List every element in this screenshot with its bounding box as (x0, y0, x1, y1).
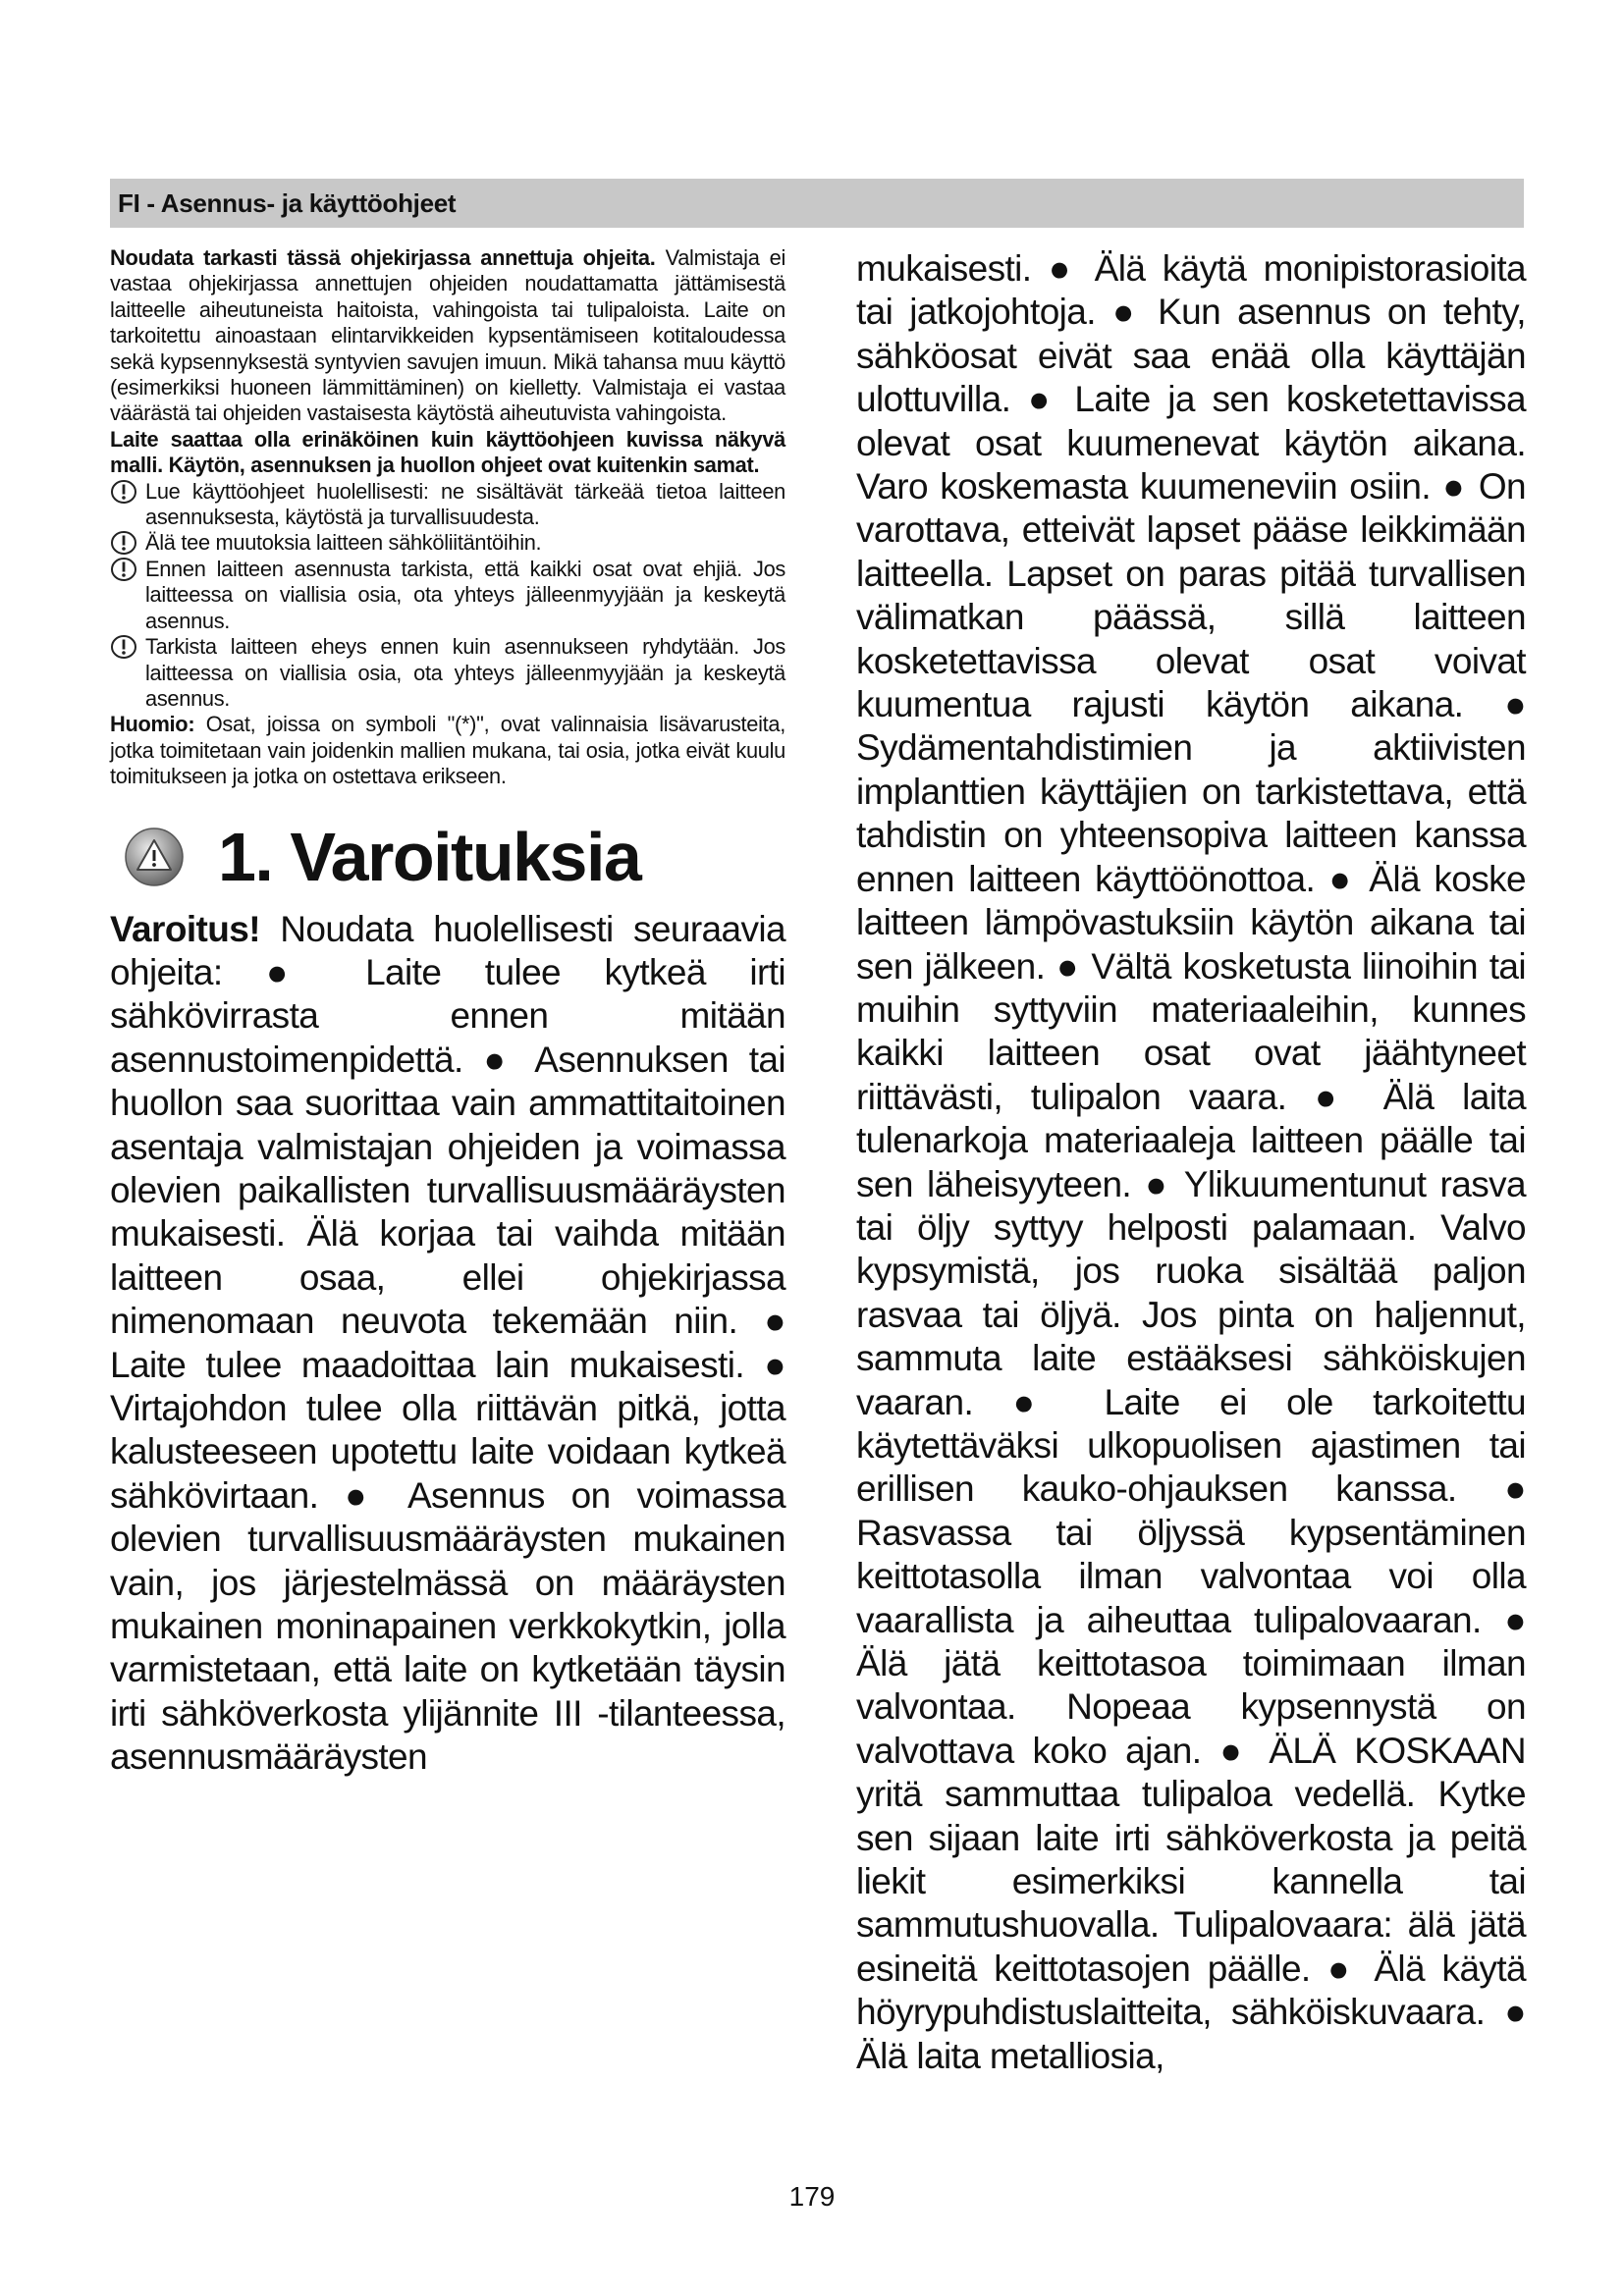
warnings-left-body: Noudata huolellisesti seuraavia ohjeita: ● Laite tulee kytkeä irti sähkövirrasta ennen mitään asennustoimenpidettä. ● Asennuksen tai huollon saa suorittaa vain ammattitaitoinen asentaja valmistajan ohjeiden ja voimassa olevien paikallisten turvallisuusmääräysten mukaisesti. Älä korjaa tai vaihda mitään laitteen osaa, ellei ohjekirjassa nimenomaan neuvota tekemään niin. ● Laite tulee maadoittaa lain mukaisesti. ● Virtajohdon tulee olla riittävän pitkä, jotta kalusteeseen upotettu laite voidaan kytkeä sähkövirtaan. ● Asennus on voimassa olevien turvallisuusmääräysten mukainen vain, jos järjestelmässä on määräysten mukainen moninapainen verkkokytkin, jolla varmistetaan, että laite on kytketään täysin irti sähköverkosta ylijännite III -tilanteessa, asennusmääräysten (110, 908, 785, 1778)
caution-note-text: Tarkista laitteen eheys ennen kuin asennukseen ryhdytään. Jos laitteessa on viallisia osia, ota yhteys jälleenmyyjään ja keskeytä asennus. (145, 634, 785, 711)
intro-bold-lead: Noudata tarkasti tässä ohjekirjassa annettuja ohjeita. (110, 245, 656, 270)
warnings-lead: Varoitus! (110, 908, 260, 949)
right-column (856, 247, 1526, 2078)
warning-triangle-icon (124, 827, 185, 887)
caution-icon (110, 530, 145, 556)
warnings-left-text (110, 908, 785, 1780)
huomio-paragraph (110, 712, 785, 789)
header-title: FI - Asennus- ja käyttöohjeet (118, 188, 457, 218)
huomio-text: Osat, joissa on symboli "(*)", ovat valinnaisia lisävarusteita, jotka toimitetaan vain joidenkin mallien mukana, tai osia, jotka eivät kuulu toimitukseen ja jotka on ostettava erikseen. (110, 712, 785, 789)
caution-icon (110, 557, 145, 582)
huomio-label: Huomio: (110, 712, 195, 737)
section-heading-text: 1. Varoituksia (218, 818, 641, 895)
model-note (110, 427, 785, 479)
caution-icon (110, 479, 145, 505)
caution-icon (110, 634, 145, 660)
caution-note (110, 557, 785, 634)
caution-note (110, 530, 785, 556)
warnings-right-text: mukaisesti. ● Älä käytä monipistorasioita tai jatkojohtoja. ● Kun asennus on tehty, sähköosat eivät saa enää olla käyttäjän ulottuvilla. ● Laite ja sen kosketettavissa olevat osat kuumenevat käytön aikana. Varo koskemasta kuumeneviin osiin. ● On varottava, etteivät lapset pääse leikkimään laitteella. Lapset on paras pitää turvallisen välimatkan päässä, sillä laitteen kosketettavissa olevat osat voivat kuumentua rajusti käytön aikana. ● Sydämentahdistimien ja aktiivisten implanttien käyttäjien on tarkistettava, että tahdistin on yhteensopiva laitteen kanssa ennen laitteen käyttöönottoa. ● Älä koske laitteen lämpövastuksiin käytön aikana tai sen jälkeen. ● Vältä kosketusta liinoihin tai muihin syttyviin materiaaleihin, kunnes kaikki laitteen osat ovat jäähtyneet riittävästi, tulipalon vaara. ● Älä laita tulenarkoja materiaaleja laitteen päälle tai sen läheisyyteen. ● Ylikuumentunut rasva tai öljy syttyy helposti palamaan. Valvo kypsymistä, jos ruoka sisältää paljon rasvaa tai öljyä. Jos pinta on haljennut, sammuta laite estääksesi sähköiskujen vaaran. ● Laite ei ole tarkoitettu käytettäväksi ulkopuolisen ajastimen tai erillisen kauko-ohjauksen kanssa. ● Rasvassa tai öljyssä kypsentäminen keittotasolla ilman valvontaa voi olla vaarallista ja aiheuttaa tulipalovaaran. ● Älä jätä keittotasoa toimimaan ilman valvontaa. Nopeaa kypsennystä on valvottava koko ajan. ● ÄLÄ KOSKAAN yritä sammuttaa tulipaloa vedellä. Kytke sen sijaan laite irti sähköverkosta ja peitä liekit esimerkiksi kannella tai sammutushuovalla. Tulipalovaara: älä jätä esineitä keittotasojen päälle. ● Älä käytä höyrypuhdistuslaitteita, sähköiskuvaara. ● Älä laita metalliosia, (856, 248, 1526, 2076)
intro-text: Valmistaja ei vastaa ohjekirjassa annettujen ohjeiden noudattamatta jättämisestä laitteelle aiheutuneista haitoista, vahingoista tai tulipaloista. Laite on tarkoitettu ainoastaan elintarvikkeiden kypsentämiseen kotitaloudessa sekä kypsennyksestä syntyvien savujen imuun. Mikä tahansa muu käyttö (esimerkiksi huoneen lämmittäminen) on kielletty. Valmistaja ei vastaa väärästä tai ohjeiden vastaisesta käytöstä aiheutuvista vahingoista. (110, 245, 785, 426)
caution-note (110, 634, 785, 712)
section-heading (110, 806, 785, 908)
header-bar (110, 179, 1524, 228)
model-note-text: Laite saattaa olla erinäköinen kuin käyttöohjeen kuvissa näkyvä malli. Käytön, asennuksen ja huollon ohjeet ovat kuitenkin samat. (110, 426, 785, 478)
caution-note-text: Älä tee muutoksia laitteen sähköliitäntöihin. (145, 530, 542, 556)
caution-note-text: Lue käyttöohjeet huolellisesti: ne sisältävät tärkeää tietoa laitteen asennuksesta, käytöstä ja turvallisuudesta. (145, 478, 785, 530)
intro-paragraph (110, 245, 785, 427)
caution-note (110, 479, 785, 531)
left-column (110, 245, 785, 1780)
page-number: 179 (788, 2181, 836, 2212)
caution-note-text: Ennen laitteen asennusta tarkista, että kaikki osat ovat ehjiä. Jos laitteessa on viallisia osia, ota yhteys jälleenmyyjään ja keskeytä asennus. (145, 556, 785, 633)
